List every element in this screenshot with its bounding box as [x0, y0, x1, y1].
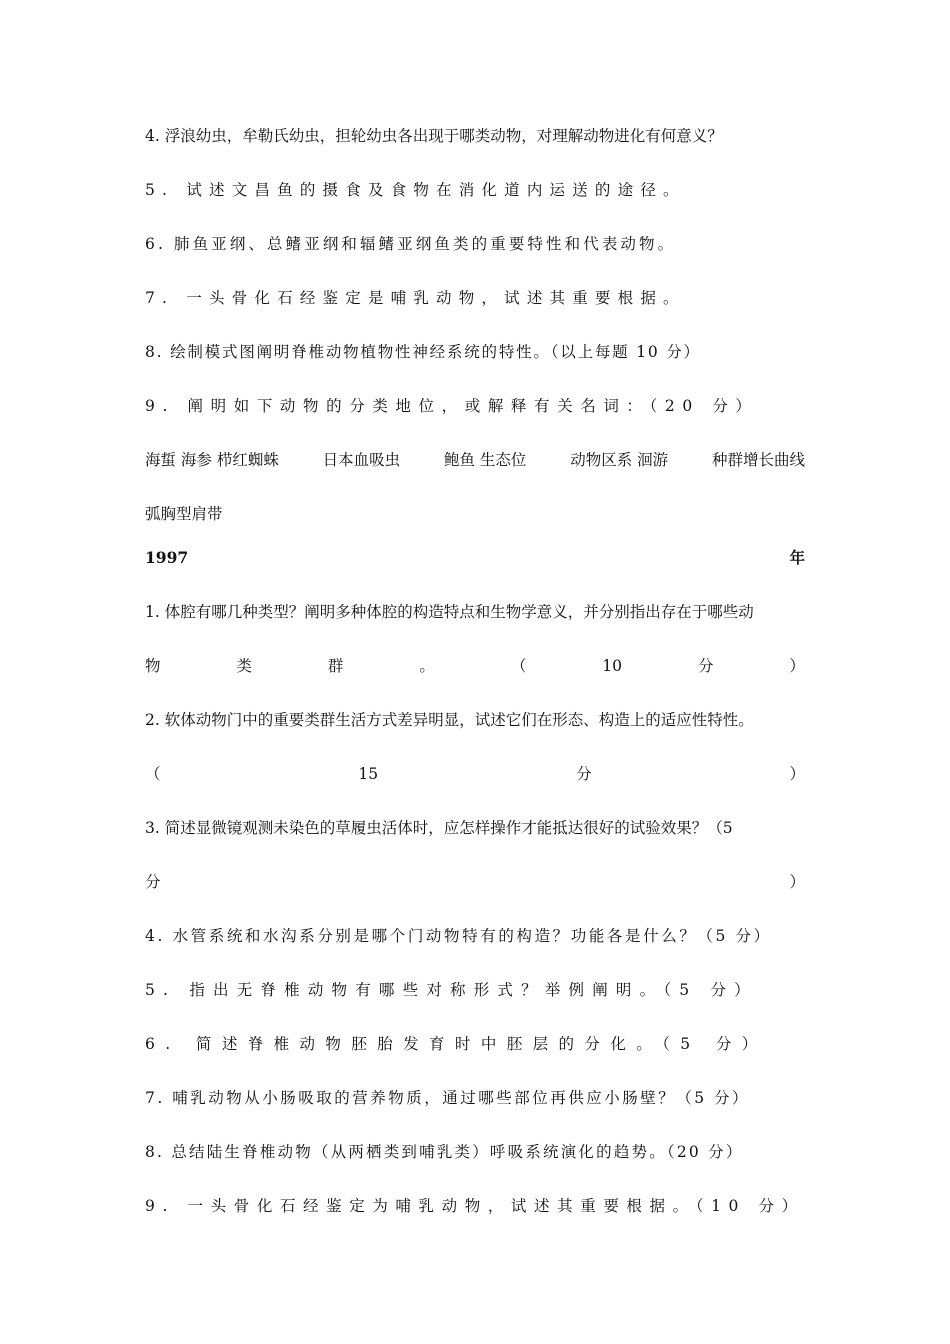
text-token: 15: [358, 765, 379, 783]
text-token: （: [510, 657, 527, 675]
text-token: 物: [145, 657, 161, 675]
exam-question-3: 3. 简述显微镜观测未染色的草履虫活体时，应怎样操作才能抵达很好的试验效果？（5: [145, 819, 733, 837]
exam-question-3-continued: [145, 872, 805, 892]
text-token: 分: [145, 873, 161, 891]
question-4: 4. 浮浪幼虫，牟勒氏幼虫，担轮幼虫各出现于哪类动物，对理解动物进化有何意义？: [145, 127, 723, 145]
text-token: ）: [789, 873, 805, 891]
exam-question-1-continued: [145, 656, 805, 676]
question-8: 8. 绘制模式图阐明脊椎动物植物性神经系统的特性。（以上每题 10 分）: [145, 343, 701, 361]
terms-row-2: 弧胸型肩带: [145, 505, 223, 523]
year-char: 年: [789, 548, 805, 567]
exam-question-7: 7. 哺乳动物从小肠吸取的营养物质，通过哪些部位再供应小肠壁？（5 分）: [145, 1089, 751, 1107]
term-item: 动物区系 洄游: [570, 451, 669, 469]
question-6: 6. 肺鱼亚纲、总鳍亚纲和辐鳍亚纲鱼类的重要特性和代表动物。: [145, 235, 677, 253]
text-token: 。: [419, 657, 435, 675]
question-7: 7. 一头骨化石经鉴定是哺乳动物，试述其重要根据。: [145, 289, 686, 307]
text-token: ）: [789, 657, 805, 675]
year-number: 1997: [145, 548, 189, 567]
term-item: 种群增长曲线: [711, 451, 805, 469]
question-5: 5. 试述文昌鱼的摄食及食物在消化道内运送的途径。: [145, 181, 686, 199]
exam-question-2-continued: [145, 764, 805, 784]
exam-question-2: 2. 软体动物门中的重要类群生活方式差异明显，试述它们在形态、构造上的适应性特性。: [145, 711, 754, 729]
term-item: 海蜇 海参 栉红蜘蛛: [145, 451, 279, 469]
text-token: 群: [327, 657, 344, 675]
exam-question-4: 4. 水管系统和水沟系分别是哪个门动物特有的构造？功能各是什么？（5 分）: [145, 927, 772, 945]
exam-question-8: 8. 总结陆生脊椎动物（从两栖类到哺乳类）呼吸系统演化的趋势。（20 分）: [145, 1143, 744, 1161]
text-token: 类: [236, 657, 252, 675]
exam-question-6: 6. 简述脊椎动物胚胎发育时中胚层的分化。（5 分）: [145, 1035, 768, 1053]
exam-question-9: 9. 一头骨化石经鉴定为哺乳动物，试述其重要根据。（10 分）: [145, 1197, 805, 1215]
terms-row: [145, 450, 805, 470]
text-token: 分: [576, 765, 592, 783]
term-item: 日本血吸虫: [322, 451, 401, 469]
term-item: 鲍鱼 生态位: [443, 451, 527, 469]
exam-question-5: 5. 指出无脊椎动物有哪些对称形式？举例阐明。（5 分）: [145, 981, 758, 999]
question-9: 9. 阐明如下动物的分类地位，或解释有关名词：（20 分）: [145, 397, 759, 415]
year-heading: [145, 548, 805, 568]
text-token: （: [145, 765, 161, 783]
exam-question-1: 1. 体腔有哪几种类型？阐明多种体腔的构造特点和生物学意义，并分别指出存在于哪些动: [145, 603, 754, 621]
text-token: ）: [789, 765, 805, 783]
text-token: 分: [697, 657, 714, 675]
text-token: 10: [602, 657, 622, 675]
